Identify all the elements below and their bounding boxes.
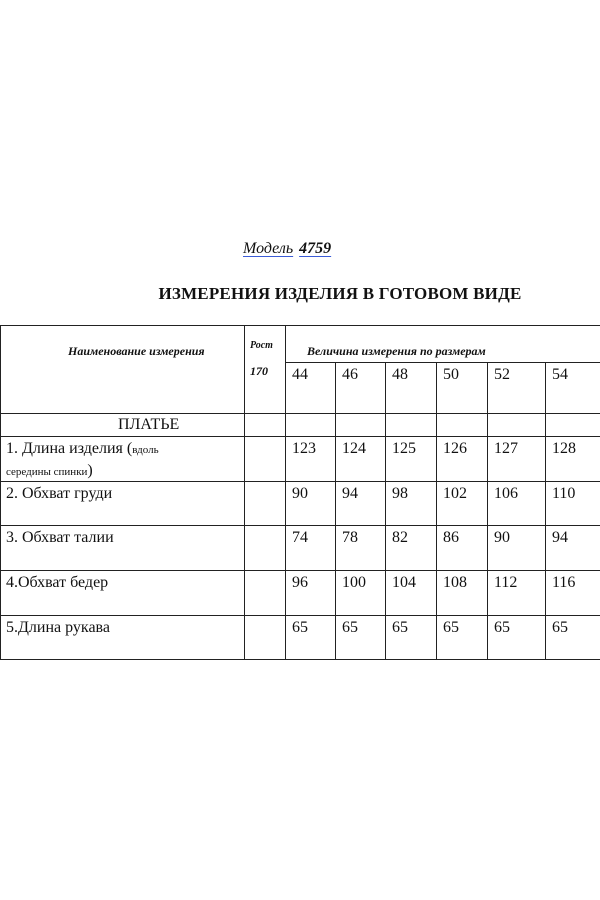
table-rule — [285, 325, 286, 659]
header-height-value: 170 — [250, 364, 268, 378]
header-sizes-label: Величина измерения по размерам — [307, 344, 486, 358]
header-height-label: Рост — [250, 340, 273, 351]
row-label: 4.Обхват бедер — [6, 574, 109, 591]
table-rule — [0, 659, 600, 660]
table-rule — [0, 481, 600, 482]
table-cell: 110 — [552, 485, 576, 502]
table-cell: 65 — [292, 619, 308, 636]
table-cell: 90 — [292, 485, 308, 502]
table-cell: 124 — [342, 440, 366, 457]
table-cell: 125 — [392, 440, 416, 457]
table-cell: 128 — [552, 440, 576, 457]
model-number: 4759 — [299, 240, 332, 257]
size-header: 46 — [342, 366, 358, 383]
row-label-text: 1. Длина изделия ( — [6, 440, 133, 457]
size-header: 52 — [494, 366, 510, 383]
row-label: 2. Обхват груди — [6, 485, 113, 502]
table-cell: 96 — [292, 574, 308, 591]
row-label-note: вдоль — [132, 444, 159, 456]
table-cell: 65 — [342, 619, 358, 636]
table-cell: 126 — [443, 440, 467, 457]
table-rule — [487, 362, 488, 659]
table-rule — [0, 325, 600, 326]
table-rule — [545, 362, 546, 659]
table-cell: 90 — [494, 529, 510, 546]
table-cell: 102 — [443, 485, 467, 502]
table-rule — [436, 362, 437, 659]
table-cell: 127 — [494, 440, 518, 457]
size-header: 54 — [552, 366, 568, 383]
table-cell: 65 — [552, 619, 568, 636]
table-cell: 78 — [342, 529, 358, 546]
table-cell: 94 — [552, 529, 568, 546]
table-rule — [285, 362, 600, 363]
table-rule — [244, 325, 245, 659]
size-header: 44 — [292, 366, 308, 383]
size-header: 50 — [443, 366, 459, 383]
table-rule — [0, 436, 600, 437]
table-cell: 65 — [494, 619, 510, 636]
table-cell: 82 — [392, 529, 408, 546]
header-measurement-name: Наименование измерения — [68, 344, 205, 358]
table-cell: 74 — [292, 529, 308, 546]
table-rule — [0, 615, 600, 616]
row-label — [6, 440, 159, 458]
table-cell: 116 — [552, 574, 576, 591]
row-label: 5.Длина рукава — [6, 619, 110, 636]
table-rule — [385, 362, 386, 659]
row-label — [6, 462, 93, 480]
row-label-text: ) — [87, 462, 93, 479]
table-cell: 65 — [443, 619, 459, 636]
table-cell: 123 — [292, 440, 316, 457]
table-rule — [0, 570, 600, 571]
table-cell: 94 — [342, 485, 358, 502]
table-cell: 100 — [342, 574, 366, 591]
table-cell: 108 — [443, 574, 467, 591]
table-rule — [335, 362, 336, 659]
row-label-note: середины спинки — [6, 466, 88, 478]
table-cell: 86 — [443, 529, 459, 546]
table-rule — [0, 413, 600, 414]
size-header: 48 — [392, 366, 408, 383]
table-cell: 106 — [494, 485, 518, 502]
row-label: 3. Обхват талии — [6, 529, 114, 546]
section-title: ПЛАТЬЕ — [118, 416, 180, 433]
table-cell: 112 — [494, 574, 518, 591]
table-cell: 104 — [392, 574, 416, 591]
document-title: ИЗМЕРЕНИЯ ИЗДЕЛИЯ В ГОТОВОМ ВИДЕ — [158, 284, 522, 303]
table-cell: 98 — [392, 485, 408, 502]
table-rule — [0, 525, 600, 526]
table-cell: 65 — [392, 619, 408, 636]
model-prefix: Модель — [243, 240, 294, 257]
table-rule — [0, 325, 1, 659]
